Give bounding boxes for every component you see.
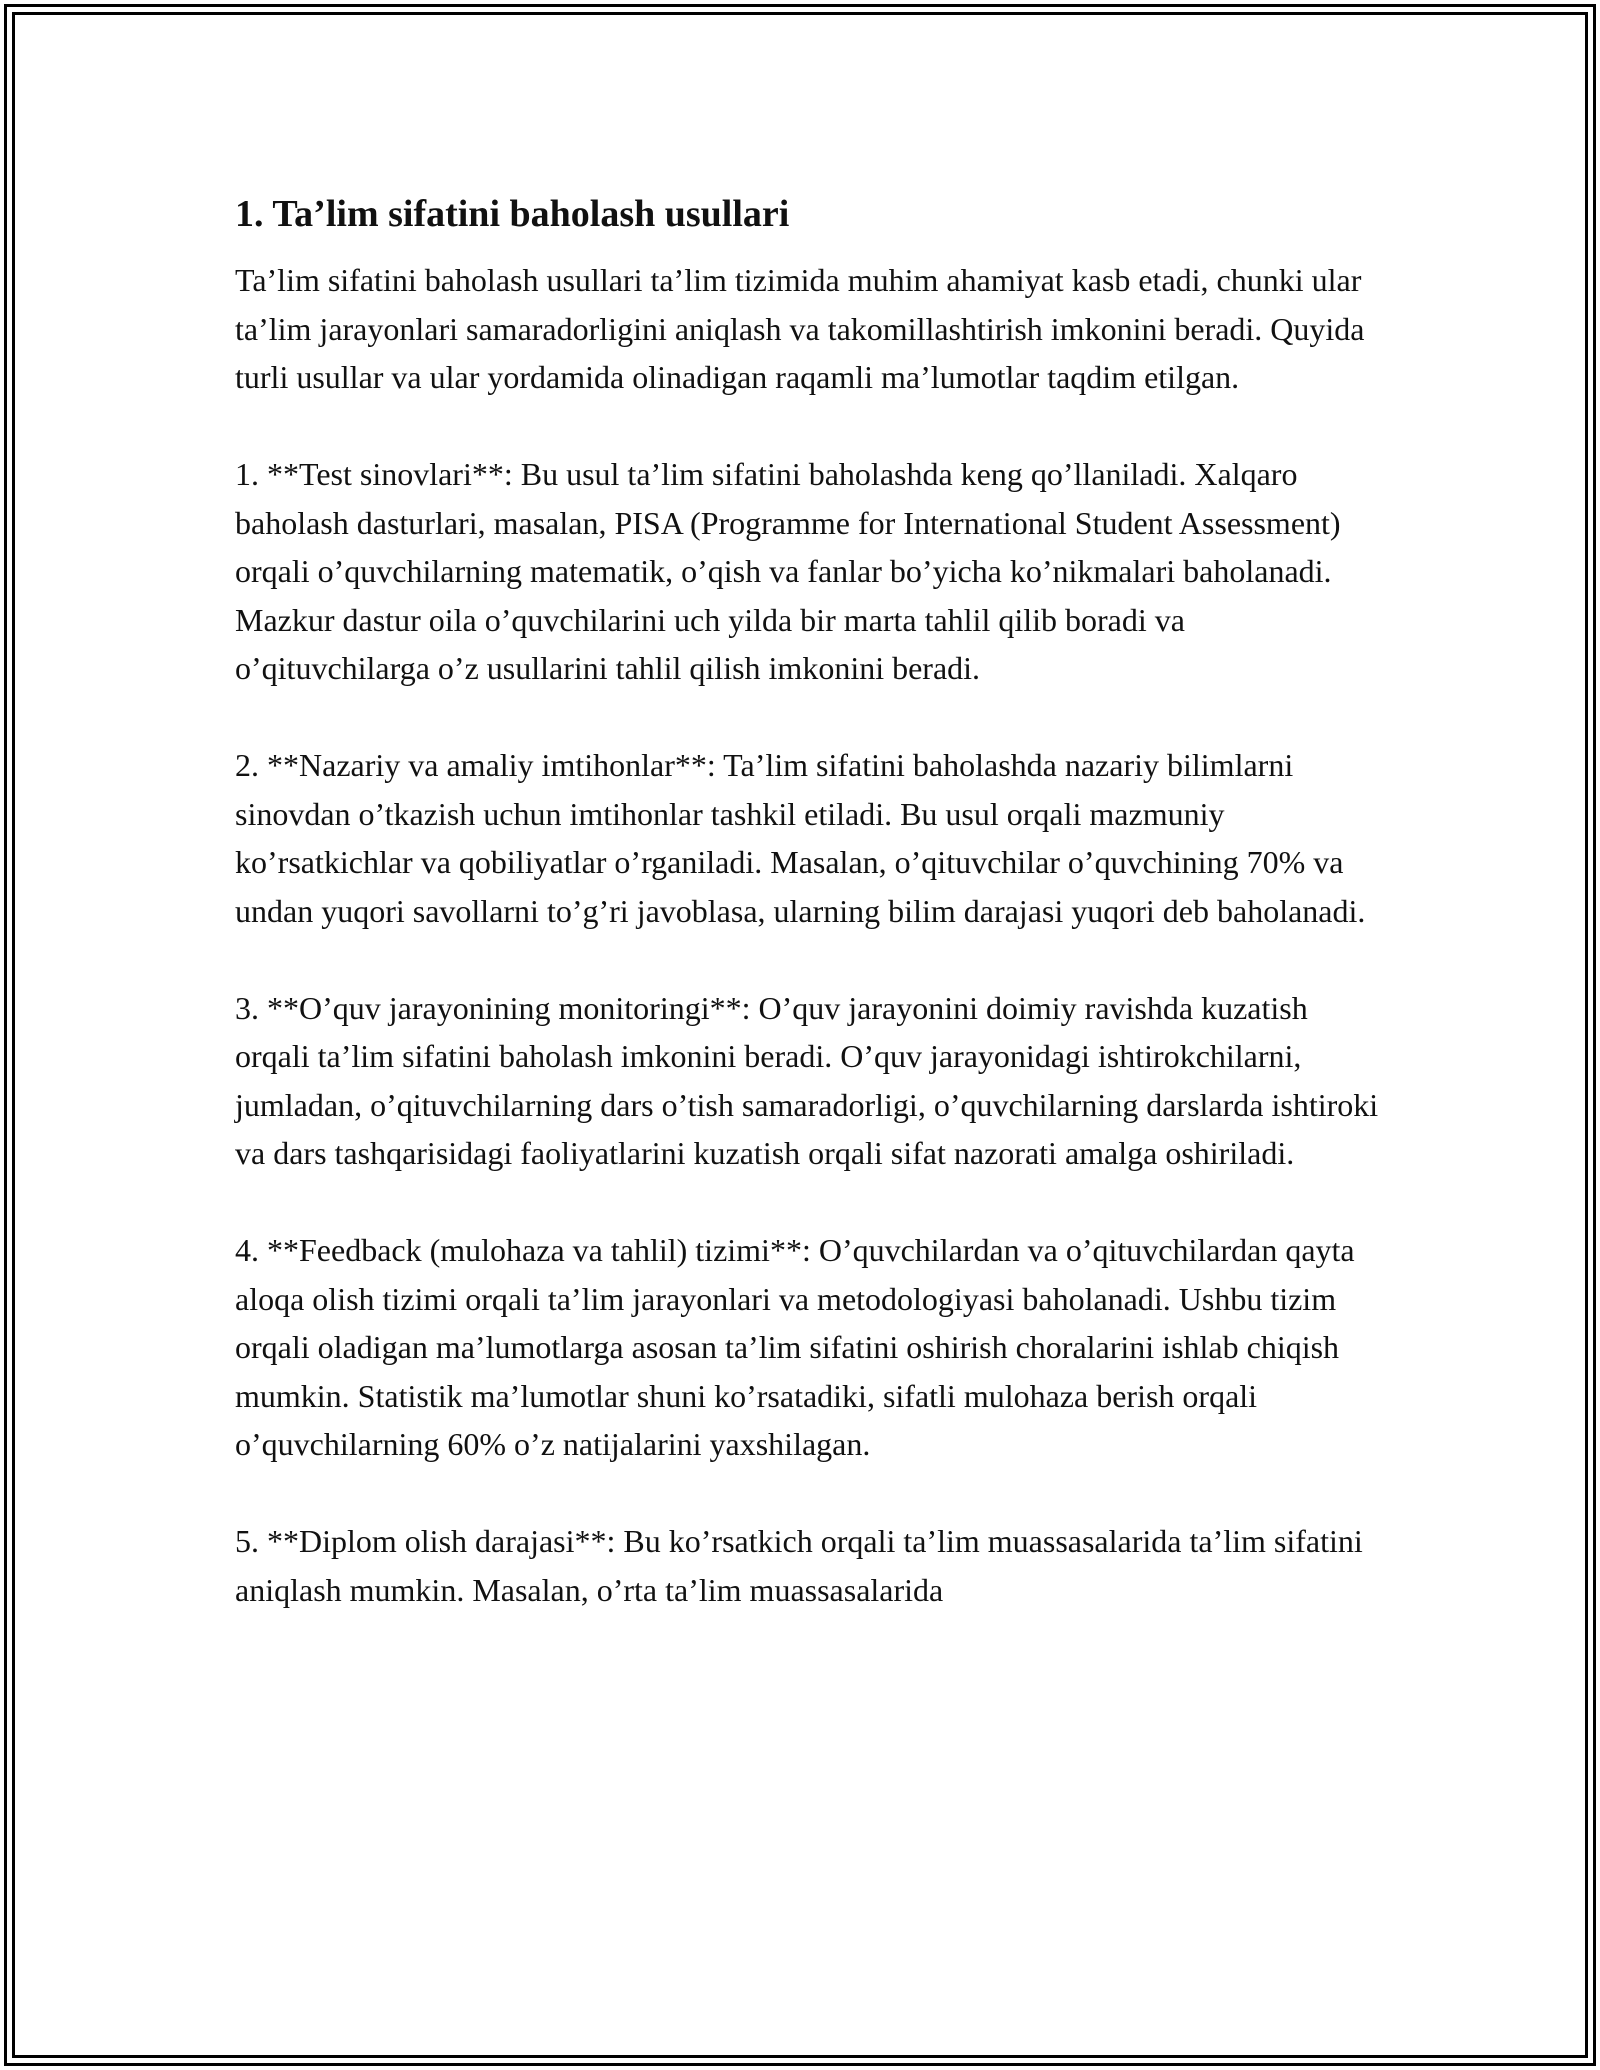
intro-paragraph: Ta’lim sifatini baholash usullari ta’lim tizimida muhim ahamiyat kasb etadi, chunki ular ta’lim jarayonlari samaradorligini aniqlash va takomillashtirish imkonini beradi. Quyida turli usullar va ular yordamida olinadigan raqamli ma’lumotlar taqdim etilgan. <box>235 262 1365 395</box>
section-heading: 1. Ta’lim sifatini baholash usullari <box>235 193 790 235</box>
list-item-feedback: 4. **Feedback (mulohaza va tahlil) tizimi**: O’quvchilardan va o’qituvchilardan qayta aloqa olish tizimi orqali ta’lim jarayonlari va metodologiyasi baholanadi. Ushbu tizim orqali oladigan ma’lumotlarga asosan ta’lim sifatini oshirish choralarini ishlab chiqish mumkin. Statistik ma’lumotlar shuni ko’rsatadiki, sifatli mulohaza berish orqali o’quvchilarning 60% o’z natijalarini yaxshilagan. <box>235 1232 1355 1462</box>
list-item-test-sinovlari: 1. **Test sinovlari**: Bu usul ta’lim sifatini baholashda keng qo’llaniladi. Xalqaro baholash dasturlari, masalan, PISA (Programme for International Student Assessment) orqali o’quvchilarning matematik, o’qish va fanlar bo’yicha ko’nikmalari baholanadi. Mazkur dastur oila o’quvchilarini uch yilda bir marta tahlil qilib boradi va o’qituvchilarga o’z usullarini tahlil qilish imkonini beradi. <box>235 456 1341 686</box>
list-item-monitoring: 3. **O’quv jarayonining monitoringi**: O’quv jarayonini doimiy ravishda kuzatish orqali ta’lim sifatini baholash imkonini beradi. O’quv jarayonidagi ishtirokchilarni, jumladan, o’qituvchilarning dars o’tish samaradorligi, o’quvchilarning darslarda ishtiroki va dars tashqarisidagi faoliyatlarini kuzatish orqali sifat nazorati amalga oshiriladi. <box>235 989 1379 1171</box>
list-item-diplom: 5. **Diplom olish darajasi**: Bu ko’rsatkich orqali ta’lim muassasalarida ta’lim sifatini aniqlash mumkin. Masalan, o’rta ta’lim muassasalarida <box>235 1523 1363 1608</box>
document-body <box>235 186 1385 1614</box>
list-item-imtihonlar: 2. **Nazariy va amaliy imtihonlar**: Ta’lim sifatini baholashda nazariy bilimlarni sinovdan o’tkazish uchun imtihonlar tashkil etiladi. Bu usul orqali mazmuniy ko’rsatkichlar va qobiliyatlar o’rganiladi. Masalan, o’qituvchilar o’quvchining 70% va undan yuqori savollarni to’g’ri javoblasa, ularning bilim darajasi yuqori deb baholanadi. <box>235 747 1366 929</box>
